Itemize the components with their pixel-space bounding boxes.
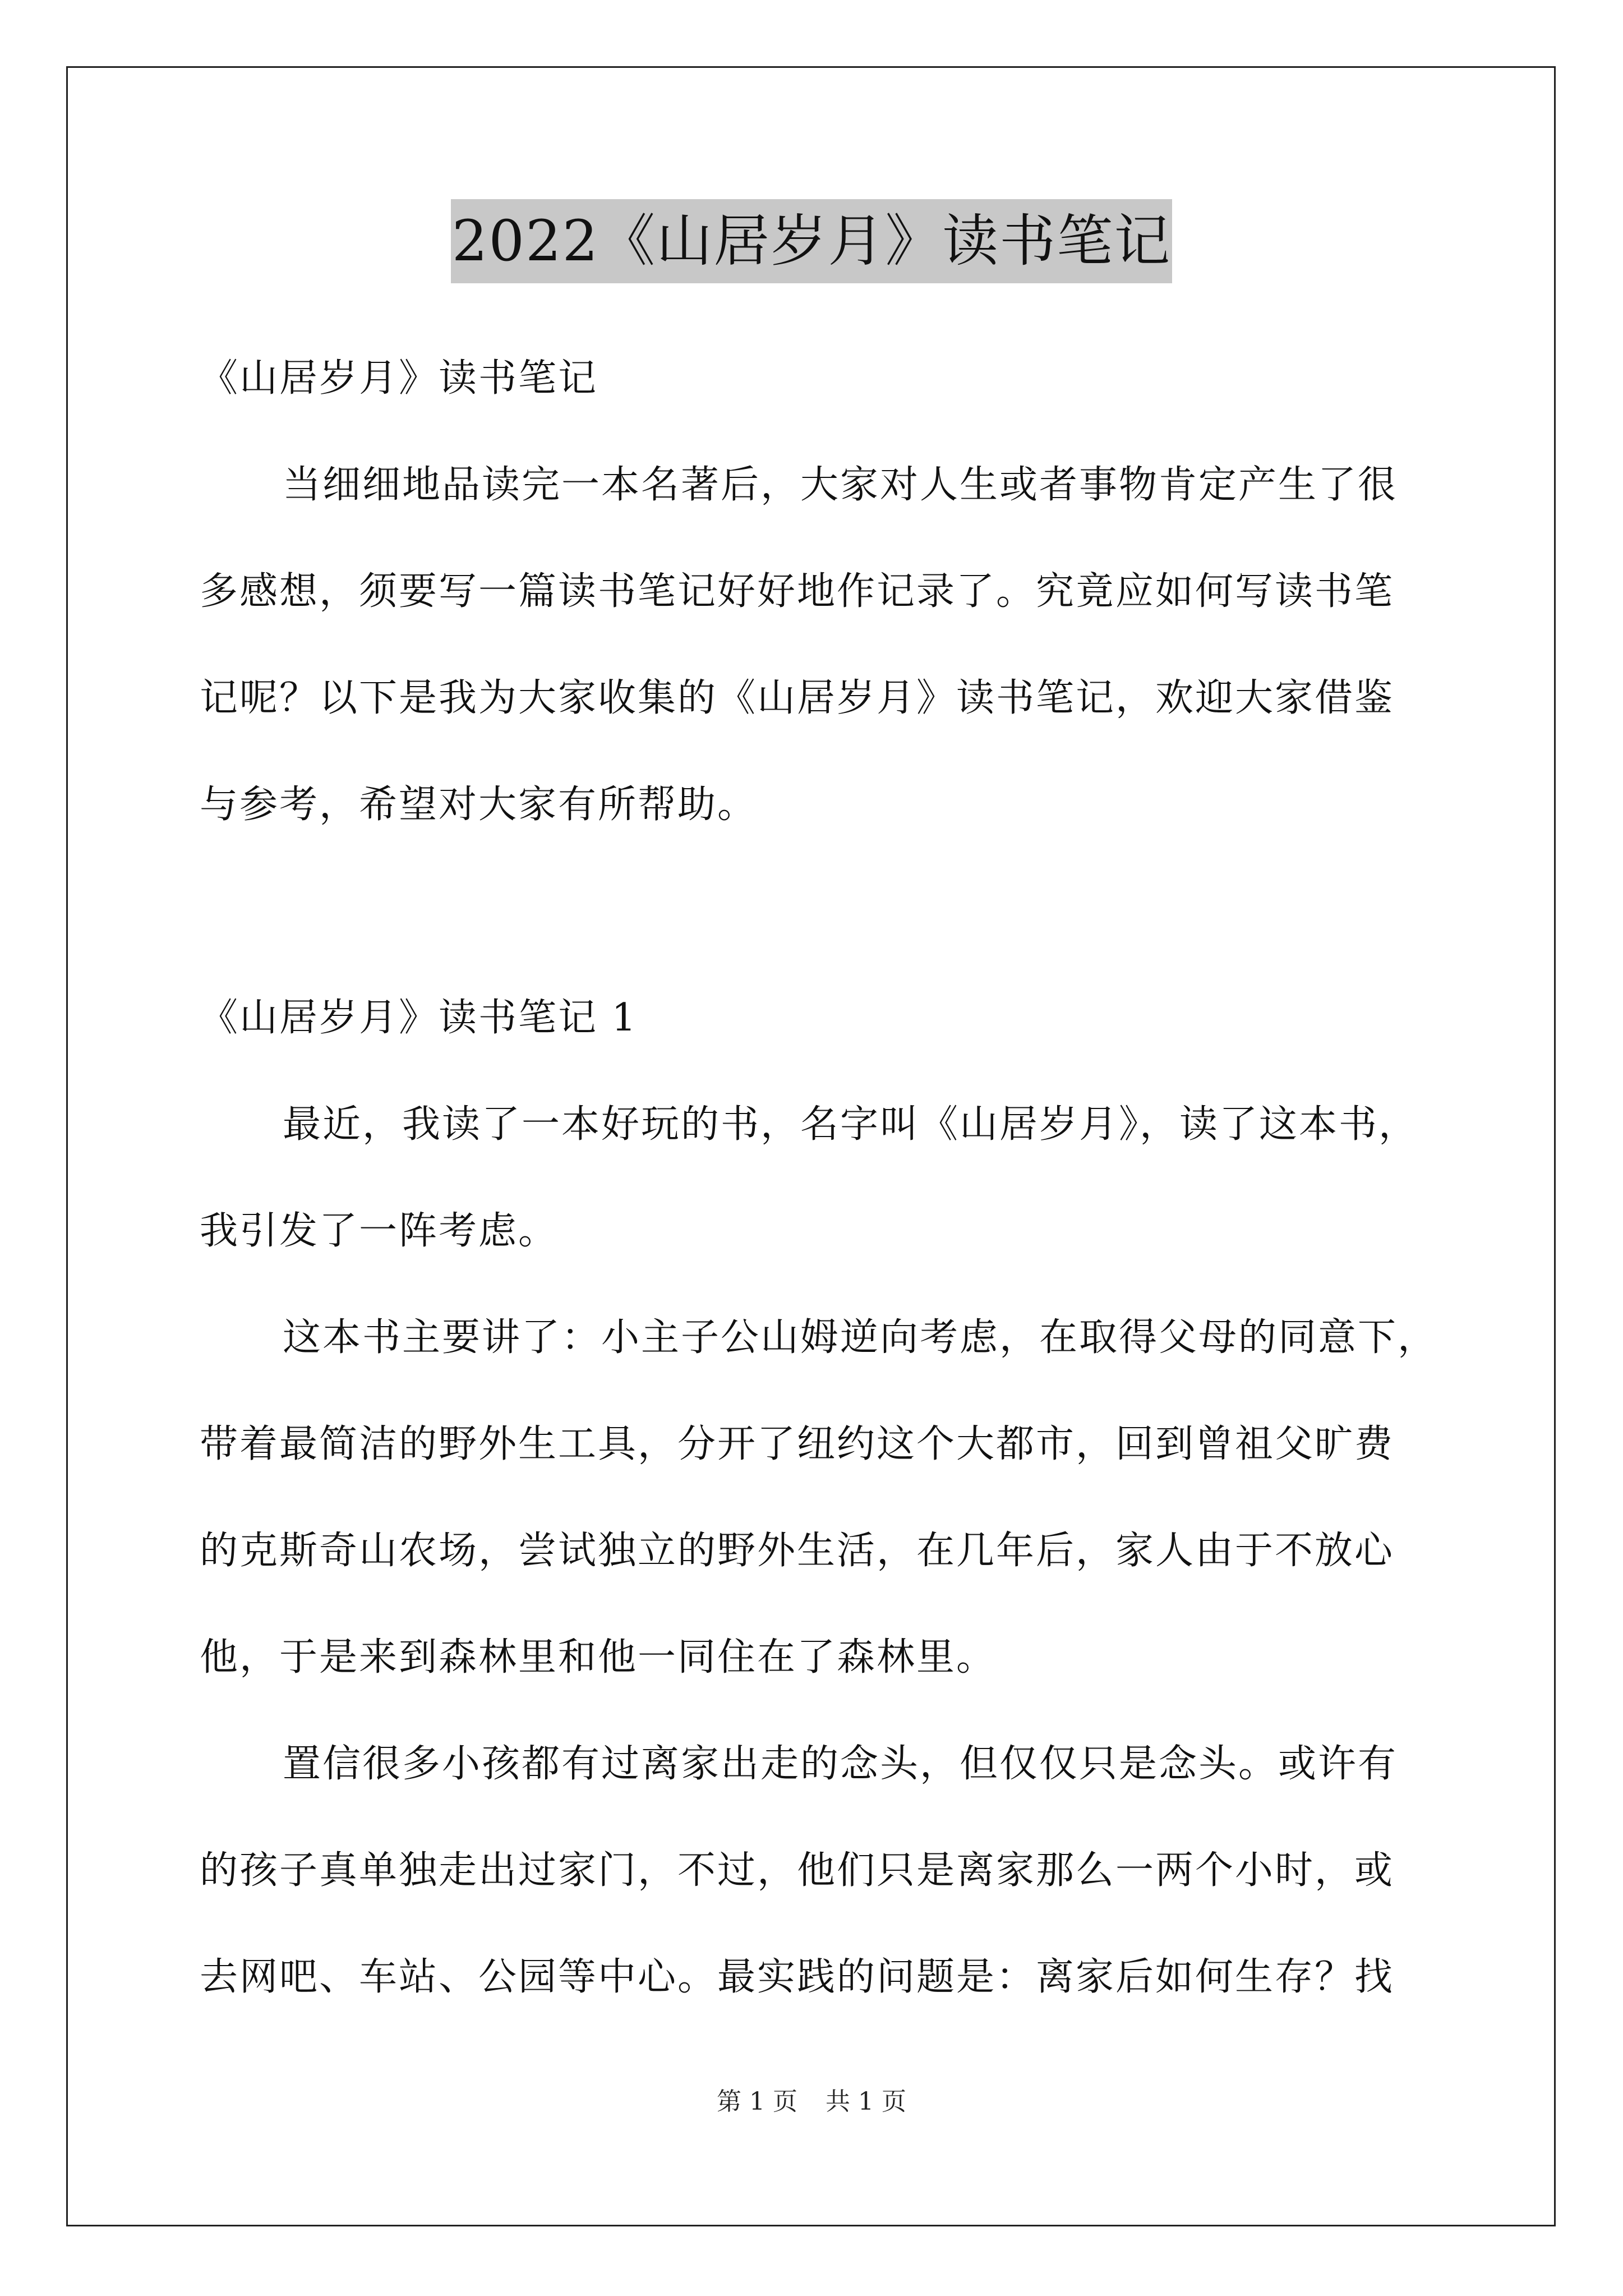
document-body xyxy=(200,337,1478,2042)
paragraph-line: 去网吧、车站、公园等中心。最实践的问题是：离家后如何生存？找 xyxy=(200,1955,1395,1999)
page-total: 共 1 页 xyxy=(826,2087,906,2116)
paragraph-line: 记呢？以下是我为大家收集的《山居岁月》读书笔记，欢迎大家借鉴 xyxy=(200,676,1395,720)
paragraph-line: 这本书主要讲了：小主子公山姆逆向考虑，在取得父母的同意下， xyxy=(283,1315,1438,1360)
paragraph-line: 我引发了一阵考虑。 xyxy=(200,1209,559,1253)
paragraph-line: 最近，我读了一本好玩的书，名字叫《山居岁月》，读了这本书， xyxy=(283,1102,1419,1147)
page-footer xyxy=(0,2085,1623,2119)
page-number: 第 1 页 xyxy=(717,2087,797,2116)
section-heading: 《山居岁月》读书笔记 xyxy=(200,356,598,401)
paragraph-line: 多感想，须要写一篇读书笔记好好地作记录了。究竟应如何写读书笔 xyxy=(200,569,1395,614)
title-container xyxy=(0,199,1623,283)
document-title: 2022《山居岁月》读书笔记 xyxy=(451,199,1173,283)
paragraph-line: 的孩子真单独走出过家门，不过，他们只是离家那么一两个小时，或 xyxy=(200,1848,1395,1893)
paragraph-line: 置信很多小孩都有过离家出走的念头，但仅仅只是念头。或许有 xyxy=(283,1742,1398,1786)
paragraph-line: 的克斯奇山农场，尝试独立的野外生活，在几年后，家人由于不放心 xyxy=(200,1529,1395,1573)
paragraph-line: 带着最简洁的野外生工具，分开了纽约这个大都市，回到曾祖父旷费 xyxy=(200,1422,1395,1466)
blank-line xyxy=(200,869,1478,976)
paragraph-line: 当细细地品读完一本名著后，大家对人生或者事物肯定产生了很 xyxy=(283,463,1398,507)
paragraph-line: 与参考，希望对大家有所帮助。 xyxy=(200,783,758,827)
paragraph-line: 他，于是来到森林里和他一同住在了森林里。 xyxy=(200,1635,997,1680)
section-heading: 《山居岁月》读书笔记 1 xyxy=(200,996,638,1040)
